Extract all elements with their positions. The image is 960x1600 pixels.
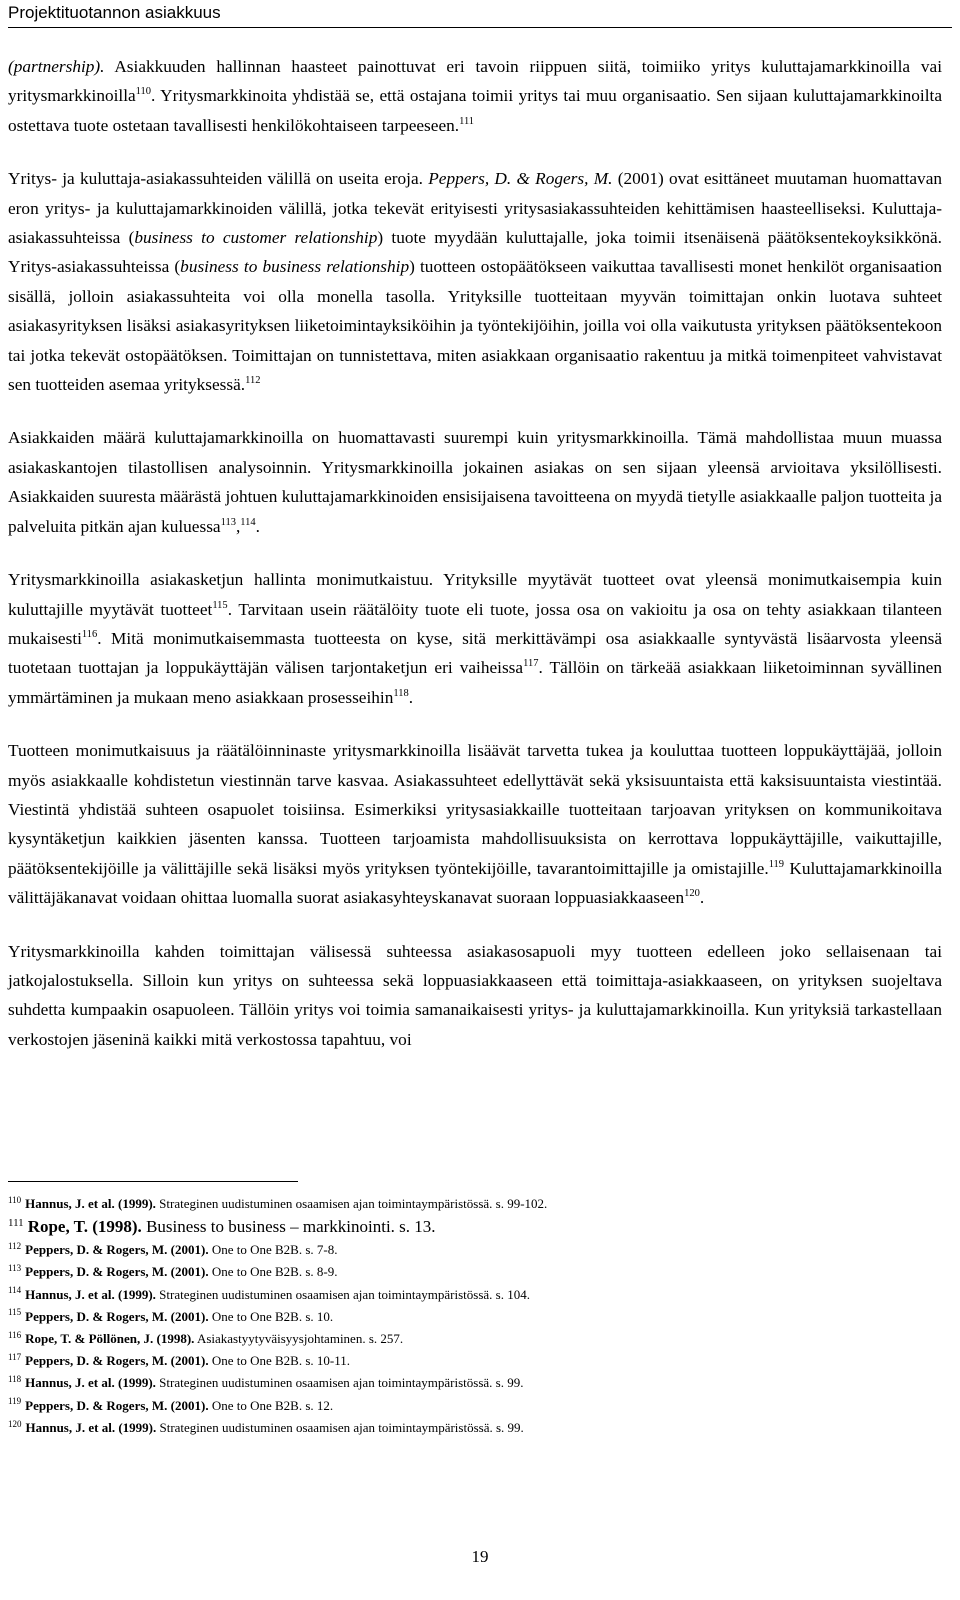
- footnote-ref: 118: [393, 687, 409, 699]
- page-number: 19: [471, 1547, 489, 1566]
- footnote-ref: 116: [81, 629, 98, 641]
- paragraph-6: Yritysmarkkinoilla kahden toimittajan välisessä suhteessa asiakasosapuoli myy tuotteen edelleen joko sellaisenaan tai jatkojalostuksella. Silloin kun yritys on suhteessa sekä loppuasiakkaaseen että toimittaja-asiakkaaseen, on yrityksen suojeltava suhdetta kumpaakin osapuoleen. Tällöin yritys voi toimia samanaikaisesti yritys- ja kuluttajamarkkinoilla. Kun yrityksiä tarkastellaan verkostojen jäseninä kaikki mitä verkostossa tapahtuu, voi: [8, 941, 942, 1049]
- running-header: Projektituotannon asiakkuus: [8, 2, 952, 28]
- footnote: $^{118}$ Hannus, J. et al. (1999). Strateginen uudistuminen osaamisen ajan toimintaympäristössä. s. 99.: [8, 1374, 524, 1391]
- footnote: $^{117}$ Peppers, D. & Rogers, M. (2001). One to One B2B. s. 10-11.: [8, 1351, 351, 1369]
- footnote-ref: 115: [212, 599, 228, 611]
- footnote: $^{114}$ Hannus, J. et al. (1999). Strateginen uudistuminen osaamisen ajan toimintaympäristössä. s. 104.: [8, 1285, 530, 1302]
- paragraph-3: Asiakkaiden määrä kuluttajamarkkinoilla on huomattavasti suurempi kuin yritysmarkkinoilla. Tämä mahdollistaa muun muassa asiakaskantojen tilastollisen analysoinnin. Yritysmarkkinoilla jokainen asiakas on sen sijaan yleensä arvioitava yksilöllisesti. Asiakkaiden suuresta määrästä johtuen kuluttajamarkkinoiden ensisijaisena tavoitteena on myydä tietylle asiakkaalle paljon tuotteita ja palveluita pitkän ajan kuluessa$^{113}$,$^{114}$.: [8, 428, 942, 536]
- b2c-term: business to customer relationship: [134, 228, 378, 248]
- footnote-ref: 120: [684, 888, 700, 900]
- footnote: $^{113}$ Peppers, D. & Rogers, M. (2001). One to One B2B. s. 8-9.: [8, 1263, 338, 1280]
- footnote-ref: 114: [240, 516, 256, 528]
- partnership-term: (partnership).: [8, 57, 105, 76]
- footnote-ref: 111: [459, 116, 475, 128]
- footnote-ref: 113: [220, 516, 236, 528]
- footnote-ref: 110: [135, 86, 152, 98]
- footnote-ref: 117: [523, 658, 539, 670]
- paragraph-1: (partnership). Asiakkuuden hallinnan haasteet painottuvat eri tavoin riippuen siitä, toimiiko yritys kuluttajamarkkinoilla vai yritysmarkkinoilla$^{110}$. Yritysmarkkinoita yhdistää se, että ostajana toimii yritys tai muu organisaatio. Sen sijaan kuluttajamarkkinoilta ostettava tuote ostetaan tavallisesti henkilökohtaiseen tarpeeseen.$^{111}$: [8, 57, 942, 135]
- b2b-term: business to business relationship: [180, 257, 410, 277]
- footnote: $^{111}$ Rope, T. (1998). Business to business – markkinointi. s. 13.: [8, 1216, 436, 1237]
- paragraph-5: Tuotteen monimutkaisuus ja räätälöinninaste yritysmarkkinoilla lisäävät tarvetta tukea ja kouluttaa tuotteen loppukäyttäjää, jolloin myös asiakkaalle kohdistetun viestinnän tarve kasvaa. Asiakassuhteet edellyttävät sekä yksisuuntaista että kaksisuuntaista viestintää. Viestintä yhdistää suhteen osapuolet toisiinsa. Esimerkiksi yritysasiakkaille tuotteitaan tarjoavan yrityksen on kommunikoitava kysyntäketjun kaikkien jäsenten kanssa. Tuotteen tarjoamista mahdollisuuksista on kerrottava loppukäyttäjille, vaikuttajille, päätöksentekijöille ja välittäjille sekä lisäksi myös yrityksen työntekijöille, tavarantoimittajille ja omistajille.$^{119}$ Kuluttajamarkkinoilla välittäjäkanavat voidaan ohittaa luomalla suorat asiakasyhteyskanavat suoraan loppuasiakkaaseen$^{120}$.: [8, 741, 943, 908]
- paragraph-4: Yritysmarkkinoilla asiakasketjun hallinta monimutkaistuu. Yrityksille myytävät tuotteet ovat yleensä monimutkaisempia kuin kuluttajille myytävät tuotteet$^{115}$. Tarvitaan usein räätälöity tuote eli tuote, jossa osa on vakioitu ja osa on tehty asiakkaan tilanteen mukaisesti$^{116}$. Mitä monimutkaisemmasta tuotteesta on kyse, sitä merkittävämpi osa asiakkaalle syntyvästä lisäarvosta yleensä tuotetaan tuottajan ja loppukäyttäjän välisen tarjontaketjun eri vaiheissa$^{117}$. Tällöin on tärkeää asiakkaan liiketoiminnan syvällinen ymmärtäminen ja mukaan meno asiakkaan prosesseihin$^{118}$.: [8, 570, 942, 707]
- footnote: $^{110}$ Hannus, J. et al. (1999). Strateginen uudistuminen osaamisen ajan toimintaympäristössä. s. 99-102.: [8, 1194, 548, 1211]
- footnote-ref: 119: [768, 858, 785, 870]
- footnote: $^{120}$ Hannus, J. et al. (1999). Strateginen uudistuminen osaamisen ajan toimintaympäristössä. s. 99.: [8, 1418, 524, 1435]
- footnote: $^{116}$ Rope, T. & Pöllönen, J. (1998). Asiakastyytyväisyysjohtaminen. s. 257.: [8, 1329, 404, 1347]
- cited-authors: Peppers, D. & Rogers, M.: [428, 169, 613, 189]
- footnote-separator: [8, 1181, 298, 1182]
- body-text: [8, 52, 942, 1078]
- footnote: $^{115}$ Peppers, D. & Rogers, M. (2001). One to One B2B. s. 10.: [8, 1307, 334, 1324]
- footnote: $^{119}$ Peppers, D. & Rogers, M. (2001). One to One B2B. s. 12.: [8, 1396, 334, 1413]
- footnotes: [8, 1193, 942, 1439]
- footnote-ref: 112: [245, 375, 261, 387]
- paragraph-2: Yritys- ja kuluttaja-asiakassuhteiden välillä on useita eroja. Peppers, D. & Rogers, M. (2001) ovat esittäneet muutaman huomattavan eron yritys- ja kuluttajamarkkinoiden välillä, jotka tekevät erityisesti yritysasiakassuhteiden kehittämisen haasteelliseksi. Kuluttaja-asiakassuhteissa (business to customer relationship) tuote myydään kuluttajalle, joka toimii itsenäisenä päätöksentekoyksikkönä. Yritys-asiakassuhteissa (business to business relationship) tuotteen ostopäätökseen vaikuttaa tavallisesti monet henkilöt organisaation sisällä, jolloin asiakassuhteita voi olla monella tasolla. Yrityksille tuotteitaan myyvän toimittajan onkin luotava suhteet asiakasyrityksen lisäksi asiakasyrityksen liiketoimintayksiköihin ja työntekijöihin, joilla voi olla vaikutusta yrityksen päätöksentekoon tai jotka tekevät ostopäätöksen. Toimittajan on tunnistettava, miten asiakkaan organisaatio rakentuu ja mitkä toimenpiteet vahvistavat sen tuotteiden asemaa yrityksessä.$^{112}$: [8, 169, 942, 395]
- footnote: $^{112}$ Peppers, D. & Rogers, M. (2001). One to One B2B. s. 7-8.: [8, 1240, 338, 1258]
